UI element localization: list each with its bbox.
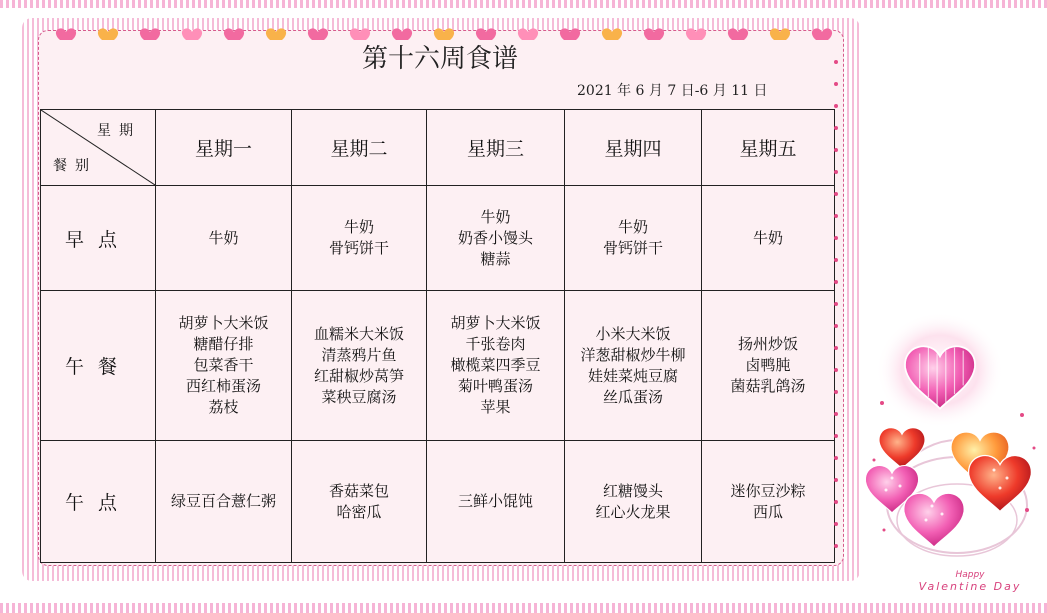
border-dot: [834, 500, 838, 504]
dish: 菊叶鸭蛋汤: [457, 377, 533, 395]
dish: 牛奶: [343, 218, 374, 236]
dish: 千张卷肉: [465, 335, 526, 353]
border-dot: [834, 522, 838, 526]
menu-cell: [702, 186, 835, 291]
menu-cell: [156, 291, 292, 441]
menu-cell: [156, 186, 292, 291]
menu-cell: [565, 291, 702, 441]
dish: 红甜椒炒莴笋: [313, 366, 404, 385]
dish: 西瓜: [752, 502, 783, 521]
dish: 菌菇乳鸽汤: [730, 377, 806, 395]
dish: 清蒸鸦片鱼: [321, 345, 397, 364]
dish: 奶香小馒头: [457, 228, 533, 247]
dish: 卤鸭肫: [745, 356, 791, 374]
border-dot: [834, 170, 838, 174]
border-dot: [834, 412, 838, 416]
border-dot: [834, 214, 838, 218]
dish: 哈密瓜: [336, 502, 382, 521]
border-dot: [834, 434, 838, 438]
border-dot: [834, 478, 838, 482]
bottom-stripe-border: [0, 603, 1047, 613]
heart-garland-icon: [0, 0, 1047, 40]
dish: 红心火龙果: [595, 502, 671, 521]
dish: 糖醋仔排: [193, 335, 254, 353]
hearts-basket-icon: [862, 300, 1047, 600]
menu-cell: [702, 291, 835, 441]
border-dot: [834, 104, 838, 108]
menu-cell: [427, 186, 565, 291]
dish: 橄榄菜四季豆: [450, 356, 541, 374]
border-dot: [834, 390, 838, 394]
dish: 牛奶: [208, 228, 239, 247]
dish: 三鲜小馄饨: [457, 492, 533, 510]
border-dot: [834, 126, 838, 130]
dish: 红糖馒头: [602, 481, 663, 500]
dish: 菜秧豆腐汤: [321, 387, 397, 406]
day-header: 星期二: [292, 110, 427, 186]
border-dot: [834, 192, 838, 196]
border-dot: [834, 258, 838, 262]
dish: 骨钙饼干: [328, 239, 389, 257]
menu-cell: [292, 441, 427, 563]
menu-cell: [427, 291, 565, 441]
day-header: 星期三: [427, 110, 565, 186]
meal-label: 午餐: [41, 291, 156, 441]
border-dot: [834, 82, 838, 86]
dish: 丝瓜蛋汤: [602, 387, 663, 406]
caption-happy: Happy: [955, 570, 985, 580]
dish: 血糯米大米饭: [313, 324, 404, 343]
dish: 苹果: [480, 398, 511, 416]
page-title: 第十六周食谱: [361, 44, 518, 74]
valentine-caption: [900, 569, 1040, 593]
corner-header: [41, 110, 156, 186]
meal-row-snack: [41, 441, 835, 563]
dish: 牛奶: [617, 218, 648, 236]
border-dot: [834, 456, 838, 460]
dish: 迷你豆沙粽: [730, 481, 806, 500]
border-dot: [834, 60, 838, 64]
meal-label: 早点: [41, 186, 156, 291]
dish: 胡萝卜大米饭: [450, 314, 541, 332]
menu-cell: [565, 441, 702, 563]
menu-cell: [156, 441, 292, 563]
meal-label: 午点: [41, 441, 156, 563]
dish: 牛奶: [752, 228, 783, 247]
dish: 小米大米饭: [595, 324, 671, 343]
date-range: 2021 年 6 月 7 日-6 月 11 日: [577, 83, 768, 99]
border-dot: [834, 346, 838, 350]
border-dot: [834, 280, 838, 284]
border-dot: [834, 544, 838, 548]
dish: 骨钙饼干: [602, 239, 663, 257]
border-dot: [834, 324, 838, 328]
dish: 扬州炒饭: [737, 335, 798, 353]
dish: 包菜香干: [193, 356, 254, 374]
border-dot: [834, 236, 838, 240]
dish: 洋葱甜椒炒牛柳: [580, 345, 686, 364]
meal-row-lunch: [41, 291, 835, 441]
weekly-menu-table: [40, 109, 835, 563]
dish: 西红柿蛋汤: [185, 377, 261, 395]
dish: 香菇菜包: [328, 481, 389, 500]
corner-label-weekday: 星期: [97, 123, 141, 139]
meal-row-breakfast: [41, 186, 835, 291]
dish: 胡萝卜大米饭: [178, 314, 269, 332]
menu-cell: [427, 441, 565, 563]
dish: 绿豆百合薏仁粥: [170, 492, 276, 510]
menu-cell: [292, 186, 427, 291]
corner-label-meal: 餐别: [53, 158, 97, 174]
caption-valentine-day: Valentine Day: [918, 580, 1022, 593]
dish: 牛奶: [480, 207, 511, 226]
dish: 糖蒜: [480, 249, 511, 268]
day-header: 星期四: [565, 110, 702, 186]
dish: 娃娃菜炖豆腐: [587, 366, 678, 385]
header-row: [41, 110, 835, 186]
dish: 荔枝: [208, 398, 239, 416]
menu-cell: [565, 186, 702, 291]
day-header: 星期五: [702, 110, 835, 186]
border-dot: [834, 302, 838, 306]
border-dot: [834, 148, 838, 152]
day-header: 星期一: [156, 110, 292, 186]
menu-cell: [292, 291, 427, 441]
menu-cell: [702, 441, 835, 563]
border-dot: [834, 368, 838, 372]
